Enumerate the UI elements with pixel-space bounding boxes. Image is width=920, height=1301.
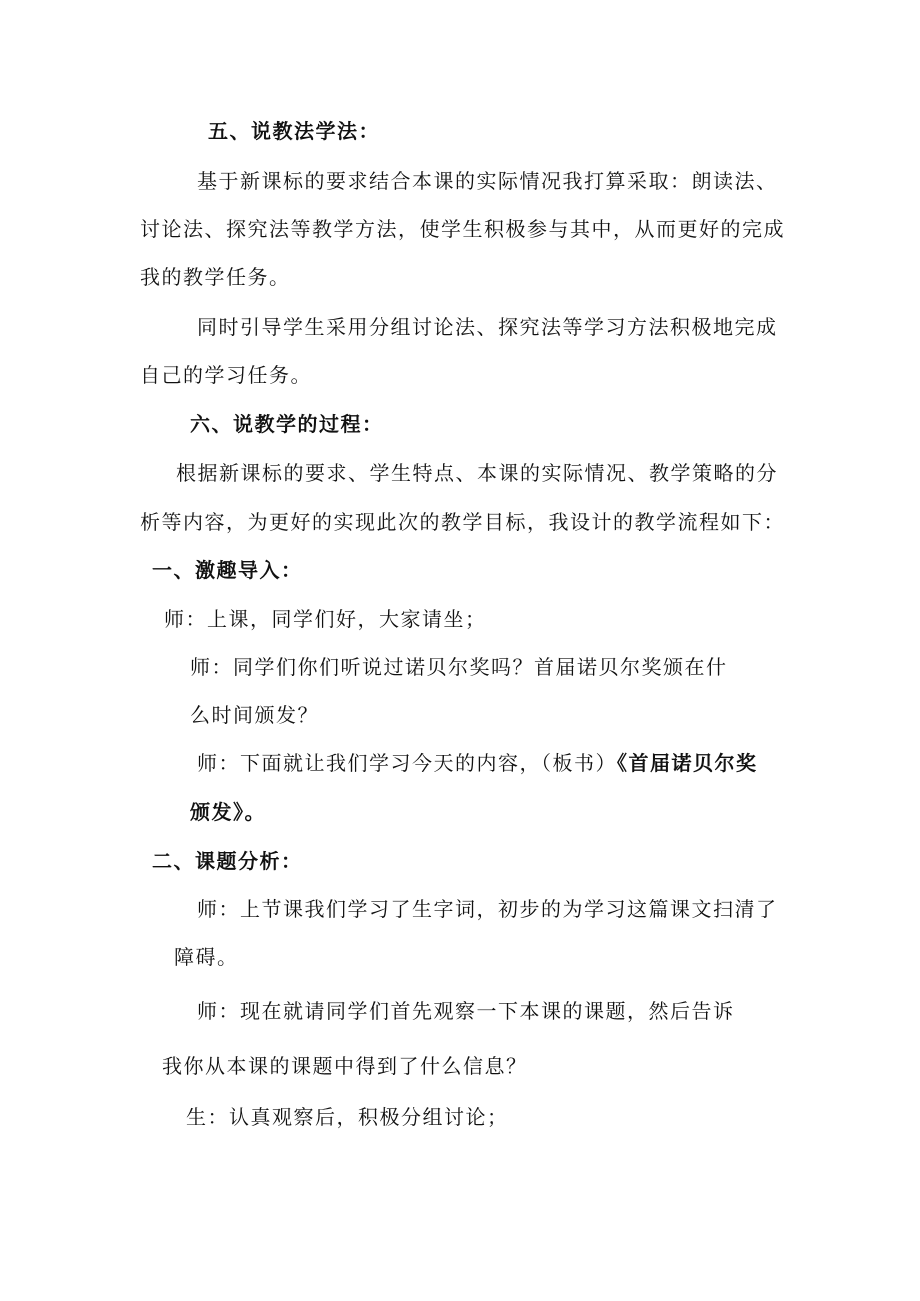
- dialogue-line: [197, 750, 758, 776]
- dialogue-line: 师：上课，同学们好，大家请坐；: [164, 607, 487, 631]
- paragraph-line: 自己的学习任务。: [140, 363, 312, 387]
- paragraph-line: 析等内容，为更好的实现此次的教学目标，我设计的教学流程如下：: [140, 510, 785, 534]
- dialogue-text: 师：下面就让我们学习今天的内容，（板书）: [197, 751, 617, 775]
- paragraph-line: 我的教学任务。: [140, 265, 291, 289]
- dialogue-line: 师：同学们你们听说过诺贝尔奖吗？首届诺贝尔奖颁在什: [190, 655, 728, 679]
- step-heading-introduction: 一、激趣导入：: [152, 558, 303, 582]
- section-heading-teaching-methods: 五、说教法学法：: [208, 119, 380, 143]
- dialogue-line: 师：现在就请同学们首先观察一下本课的课题，然后告诉: [197, 999, 735, 1023]
- lesson-title: 《首届诺贝尔奖: [617, 751, 758, 775]
- lesson-title: 颁发》。: [190, 800, 266, 824]
- paragraph-line: 讨论法、探究法等教学方法，使学生积极参与其中，从而更好的完成: [140, 217, 785, 241]
- dialogue-line: 障碍。: [174, 945, 239, 969]
- dialogue-line: 师：上节课我们学习了生字词，初步的为学习这篇课文扫清了: [197, 897, 778, 921]
- paragraph-line: 基于新课标的要求结合本课的实际情况我打算采取：朗读法、: [197, 169, 778, 193]
- paragraph-line: 同时引导学生采用分组讨论法、探究法等学习方法积极地完成: [197, 315, 778, 339]
- step-heading-topic-analysis: 二、课题分析：: [152, 849, 303, 873]
- section-heading-teaching-process: 六、说教学的过程：: [190, 412, 384, 436]
- dialogue-line: 我你从本课的课题中得到了什么信息？: [162, 1054, 528, 1078]
- dialogue-line: 生：认真观察后，积极分组讨论；: [186, 1105, 509, 1129]
- paragraph-line: 根据新课标的要求、学生特点、本课的实际情况、教学策略的分: [176, 461, 778, 485]
- dialogue-line: 么时间颁发？: [190, 703, 319, 727]
